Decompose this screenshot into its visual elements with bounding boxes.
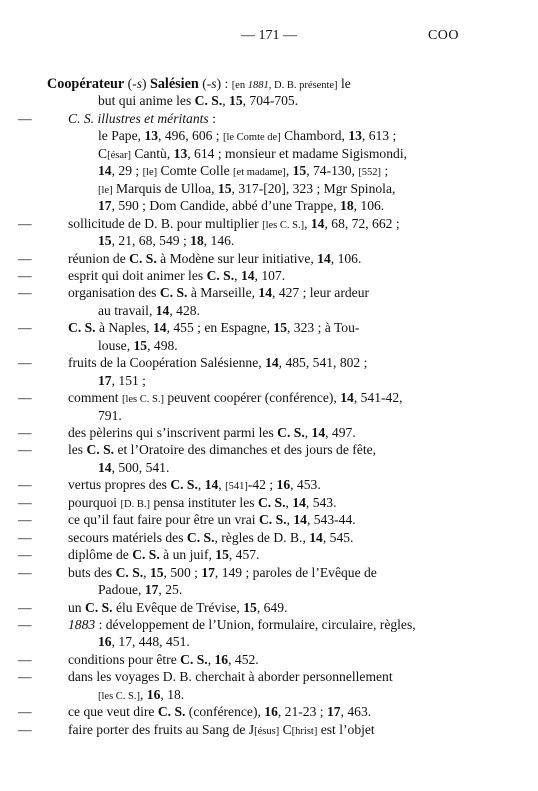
entry-dash: — (18, 564, 32, 580)
entry-dash: — (18, 529, 32, 545)
index-line-text: Coopérateur (-s) Salésien (-s) : [en 1881, D. B. présente] le (47, 76, 351, 92)
index-line-text: le Pape, 13, 496, 606 ; [le Comte de] Chambord, 13, 613 ; (98, 128, 397, 144)
section-heading: COO (427, 28, 459, 43)
index-line-text: esprit qui doit animer les C. S., 14, 107. (68, 267, 286, 283)
entry-dash: — (18, 110, 32, 126)
entry-dash: — (18, 477, 32, 493)
index-line-text: 14, 29 ; [le] Comte Colle [et madame], 15, 74-130, [552] ; (98, 163, 389, 179)
index-line-text: pourquoi [D. B.] pensa instituter les C. S., 14, 543. (68, 494, 337, 510)
index-line-text: 16, 17, 448, 451. (98, 634, 190, 650)
index-line-text: conditions pour être C. S., 16, 452. (68, 651, 259, 667)
index-line-text: secours matériels des C. S., règles de D. B., 14, 545. (68, 529, 354, 545)
entry-dash: — (18, 285, 32, 301)
index-line-text: ce que veut dire C. S. (conférence), 16, 21-23 ; 17, 463. (68, 704, 372, 720)
index-line-text: vertus propres des C. S., 14, [541]-42 ; 16, 453. (68, 477, 321, 493)
entry-dash: — (18, 425, 32, 440)
index-line-text: ce qu’il faut faire pour être un vrai C. S., 14, 543-44. (68, 512, 356, 528)
page-number: — 171 — (241, 28, 297, 43)
entry-dash: — (18, 442, 32, 458)
entry-dash: — (18, 390, 32, 406)
index-line-text: dans les voyages D. B. cherchait à aborder personnellement (68, 669, 393, 685)
entry-dash: — (18, 721, 32, 737)
index-line-text: diplôme de C. S. à un juif, 15, 457. (68, 547, 260, 563)
index-line-text: comment [les C. S.] peuvent coopérer (conférence), 14, 541-42, (68, 390, 403, 406)
index-line-text: réunion de C. S. à Modène sur leur initiative, 14, 106. (68, 250, 362, 266)
index-line-text: [les C. S.], 16, 18. (98, 686, 185, 702)
index-line-text: Padoue, 17, 25. (98, 582, 183, 598)
index-line-text: 15, 21, 68, 549 ; 18, 146. (98, 233, 235, 249)
index-line-text: 14, 500, 541. (98, 459, 170, 475)
index-line-text: 1883 : développement de l’Union, formulaire, circulaire, règles, (68, 616, 416, 632)
index-line-text: C. S. illustres et méritants : (68, 110, 216, 126)
entry-dash: — (18, 651, 32, 667)
entry-dash: — (18, 215, 32, 231)
index-line-text: C[ésar] Cantù, 13, 614 ; monsieur et madame Sigismondi, (98, 145, 407, 161)
entry-dash: — (18, 355, 32, 371)
entry-dash: — (18, 599, 32, 615)
entry-dash: — (18, 704, 32, 720)
entry-dash: — (18, 250, 32, 266)
index-line-text: 17, 151 ; (98, 372, 146, 388)
index-line-text: un C. S. élu Evêque de Trévise, 15, 649. (68, 599, 288, 615)
index-line-text: des pèlerins qui s’inscrivent parmi les C. S., 14, 497. (68, 425, 356, 440)
index-line-text: sollicitude de D. B. pour multiplier [les C. S.], 14, 68, 72, 662 ; (68, 215, 400, 231)
entry-dash: — (18, 512, 32, 528)
index-line-text: C. S. à Naples, 14, 455 ; en Espagne, 15, 323 ; à Tou- (68, 320, 360, 336)
entry-dash: — (18, 494, 32, 510)
index-line-text: fruits de la Coopération Salésienne, 14, 485, 541, 802 ; (68, 355, 368, 371)
index-line-text: faire porter des fruits au Sang de J[ésus] C[hrist] est l’objet (68, 721, 375, 737)
entry-dash: — (18, 320, 32, 336)
index-line-text: au travail, 14, 428. (98, 302, 200, 318)
entry-dash: — (18, 616, 32, 632)
index-line-text: [le] Marquis de Ulloa, 15, 317-[20], 323 ; Mgr Spinola, (98, 180, 396, 196)
index-line-text: les C. S. et l’Oratoire des dimanches et des jours de fête, (68, 442, 377, 458)
entry-dash: — (18, 669, 32, 685)
index-line-text: buts des C. S., 15, 500 ; 17, 149 ; paroles de l’Evêque de (68, 564, 377, 580)
entry-dash: — (18, 267, 32, 283)
index-line-text: 17, 590 ; Dom Candide, abbé d’une Trappe, 18, 106. (98, 198, 385, 214)
index-line-text: 791. (98, 407, 122, 423)
index-line-text: but qui anime les C. S., 15, 704-705. (98, 93, 299, 109)
index-line-text: organisation des C. S. à Marseille, 14, 427 ; leur ardeur (68, 285, 370, 301)
entry-dash: — (18, 547, 32, 563)
index-line-text: louse, 15, 498. (98, 337, 178, 353)
